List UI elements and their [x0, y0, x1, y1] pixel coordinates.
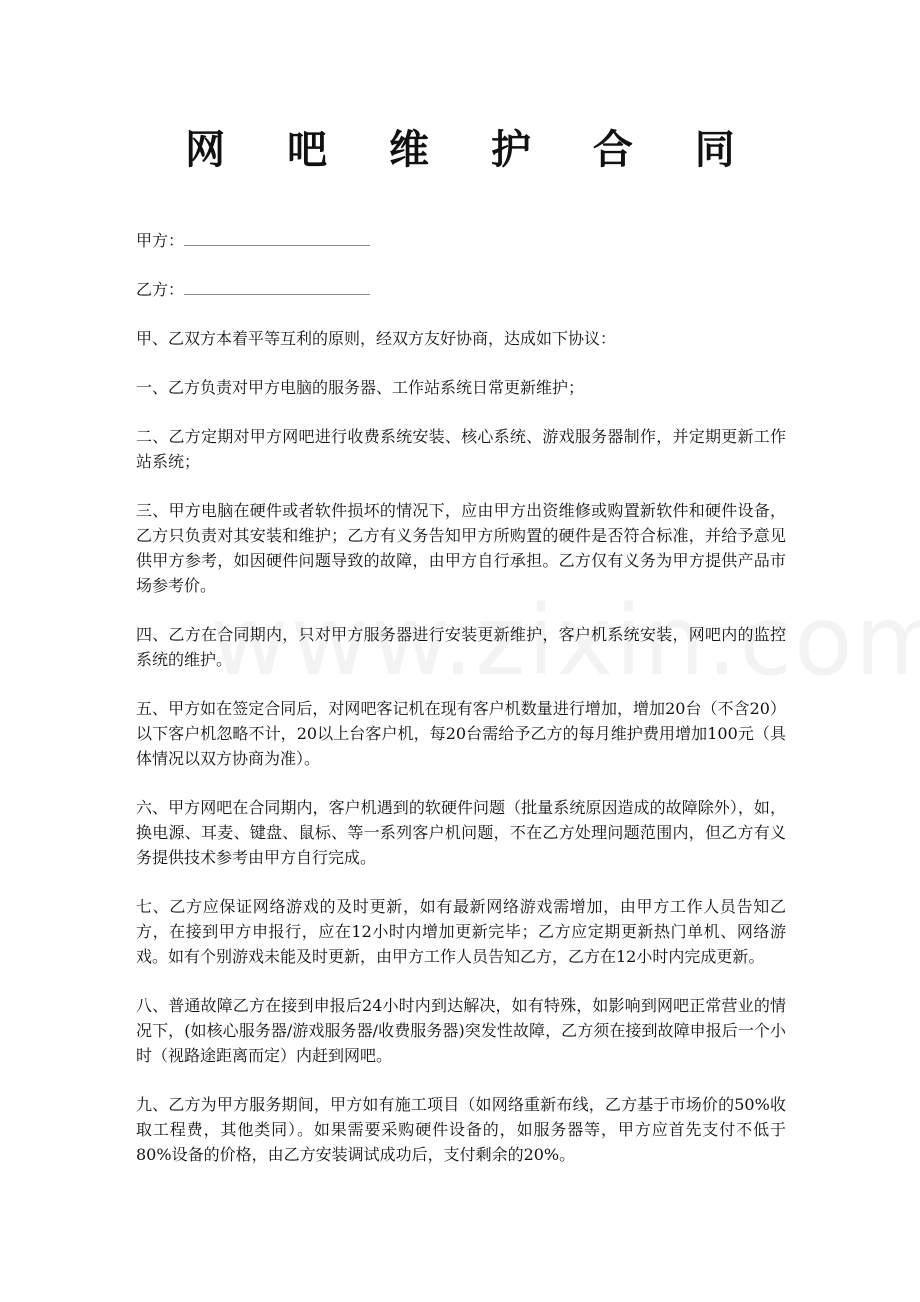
intro-paragraph: 甲、乙双方本着平等互利的原则，经双方友好协商，达成如下协议： — [136, 329, 617, 348]
clause-6: 六、甲方网吧在合同期内，客户机遇到的软硬件问题（批量系统原因造成的故障除外），如，换电源、耳麦、键盘、鼠标、等一系列客户机问题，不在乙方处理问题范围内，但乙方有义务提供技术参考由甲方自行完成。 — [136, 798, 786, 867]
clause-2: 二、乙方定期对甲方网吧进行收费系统安装、核心系统、游戏服务器制作，并定期更新工作站系统； — [136, 427, 786, 471]
clause-1: 一、乙方负责对甲方电脑的服务器、工作站系统日常更新维护； — [136, 378, 585, 397]
party-b-line — [136, 277, 786, 302]
party-a-line — [136, 228, 786, 253]
page-title: 网 吧 维 护 合 同 — [185, 127, 759, 173]
clause-9: 九、乙方为甲方服务期间，甲方如有施工项目（如网络重新布线，乙方基于市场价的50%收取工程费，其他类同）。如果需要采购硬件设备的，如服务器等，甲方应首先支付不低于80%设备的价格，由乙方安装调试成功后，支付剩余的20%。 — [136, 1095, 786, 1164]
clause-4: 四、乙方在合同期内，只对甲方服务器进行安装更新维护，客户机系统安装，网吧内的监控系统的维护。 — [136, 625, 786, 669]
party-a-blank-field — [184, 229, 370, 246]
party-b-label: 乙方： — [136, 280, 185, 299]
clause-5: 五、甲方如在签定合同后，对网吧客记机在现有客户机数量进行增加，增加20台（不含20）以下客户机忽略不计，20以上台客户机，每20台需给予乙方的每月维护费用增加100元（具体情况以双方协商为准）。 — [136, 699, 786, 768]
party-b-blank-field — [184, 278, 370, 295]
clause-7: 七、乙方应保证网络游戏的及时更新，如有最新网络游戏需增加，由甲方工作人员告知乙方，在接到甲方申报行，应在12小时内增加更新完毕；乙方应定期更新热门单机、网络游戏。如有个别游戏未能及时更新，由甲方工作人员告知乙方，乙方在12小时内完成更新。 — [136, 897, 786, 966]
party-a-label: 甲方： — [136, 231, 185, 250]
clause-3: 三、甲方电脑在硬件或者软件损坏的情况下，应由甲方出资维修或购置新软件和硬件设备，乙方只负责对其安装和维护；乙方有义务告知甲方所购置的硬件是否符合标准，并给予意见供甲方参考，如因硬件问题导致的故障，由甲方自行承担。乙方仅有义务为甲方提供产品市场参考价。 — [136, 501, 786, 595]
contract-body — [136, 228, 786, 1191]
clause-8: 八、普通故障乙方在接到申报后24小时内到达解决，如有特殊，如影响到网吧正常营业的情况下，(如核心服务器/游戏服务器/收费服务器)突发性故障，乙方须在接到故障申报后一个小时（视路途距离而定）内赶到网吧。 — [136, 996, 786, 1065]
